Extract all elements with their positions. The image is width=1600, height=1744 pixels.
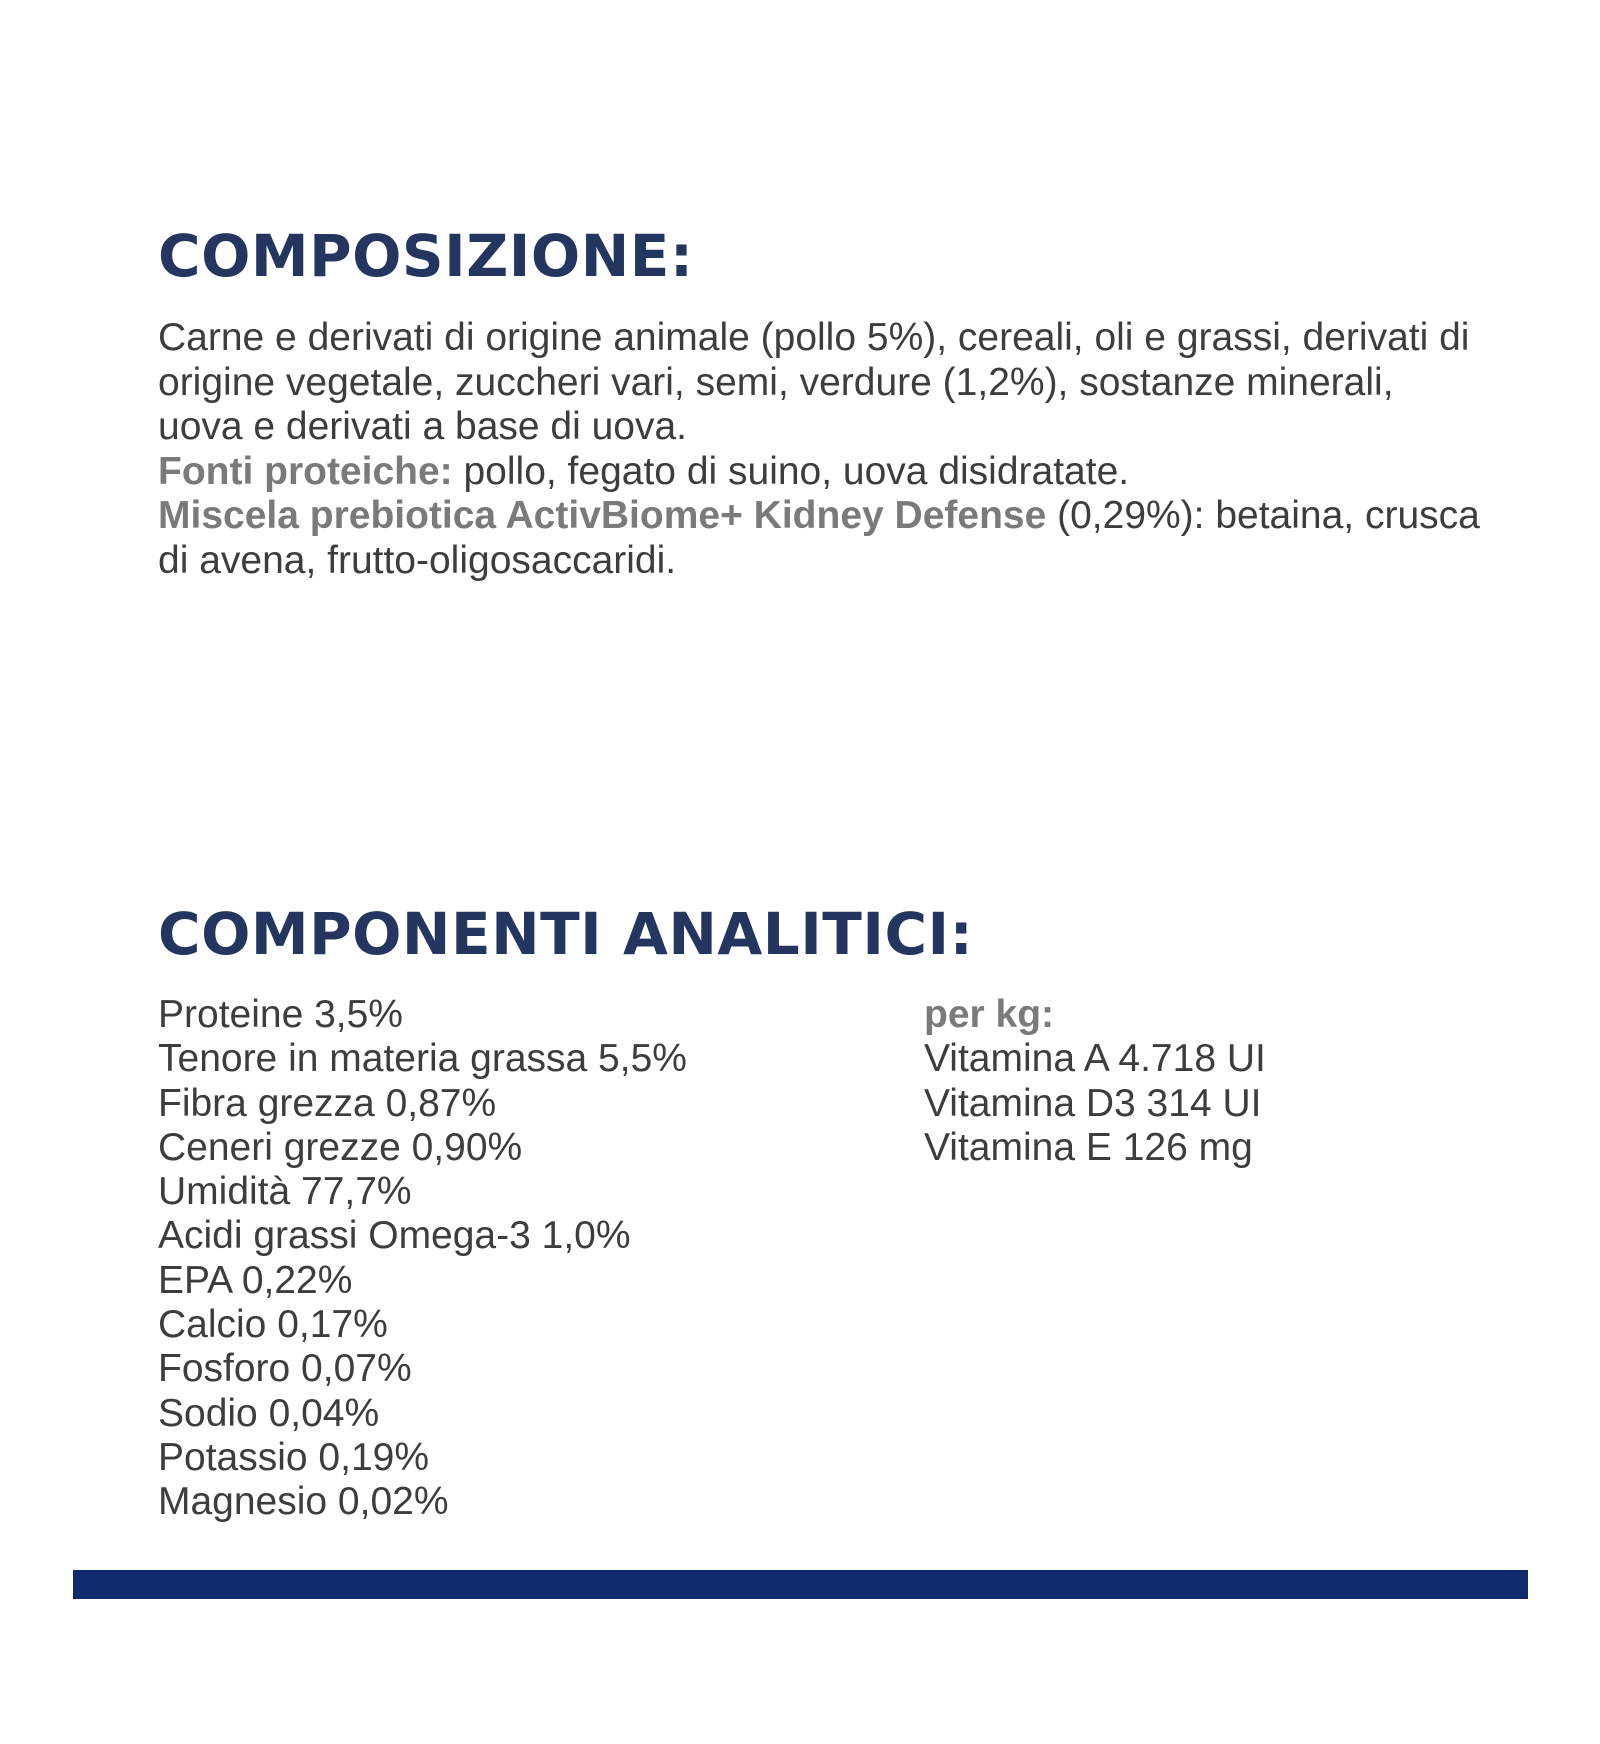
prebiotic-text: (0,29%): betaina, crusca di avena, frutto-oligosaccaridi. [158, 494, 1480, 582]
list-item: Acidi grassi Omega-3 1,0% [158, 1214, 631, 1258]
prebiotic-paragraph [158, 494, 1488, 583]
composition-text [158, 316, 1488, 583]
list-item: Sodio 0,04% [158, 1391, 380, 1435]
protein-sources-text: pollo, fegato di suino, uova disidratate. [452, 449, 1130, 493]
bottom-divider-bar [73, 1570, 1528, 1599]
analytics-heading: COMPONENTI ANALITICI: [158, 900, 974, 968]
analytic-components-list [158, 993, 687, 1525]
protein-sources-label: Fonti proteiche: [158, 449, 453, 493]
vitamins-header: per kg: [924, 993, 1055, 1036]
list-item: Fibra grezza 0,87% [158, 1081, 497, 1125]
ingredients-paragraph: Carne e derivati di origine animale (pollo 5%), cereali, oli e grassi, derivati di origine vegetale, zuccheri vari, semi, verdure (1,2%), sostanze minerali, uova e derivati a base di uova. [158, 316, 1470, 448]
list-item: Fosforo 0,07% [158, 1347, 412, 1391]
protein-sources-paragraph [158, 450, 1488, 495]
list-item: Ceneri grezze 0,90% [158, 1125, 523, 1169]
composition-heading: COMPOSIZIONE: [158, 222, 694, 290]
list-item: EPA 0,22% [158, 1258, 353, 1302]
list-item: Vitamina E 126 mg [924, 1125, 1253, 1169]
vitamins-list [924, 993, 1266, 1170]
list-item: Magnesio 0,02% [158, 1480, 449, 1524]
prebiotic-label: Miscela prebiotica ActivBiome+ Kidney Defense [158, 494, 1047, 537]
list-item: Umidità 77,7% [158, 1170, 412, 1214]
list-item: Calcio 0,17% [158, 1303, 388, 1347]
list-item: Potassio 0,19% [158, 1435, 430, 1479]
list-item: Tenore in materia grassa 5,5% [158, 1037, 687, 1081]
list-item: Proteine 3,5% [158, 993, 403, 1036]
list-item: Vitamina D3 314 UI [924, 1081, 1262, 1125]
list-item: Vitamina A 4.718 UI [924, 1037, 1266, 1081]
